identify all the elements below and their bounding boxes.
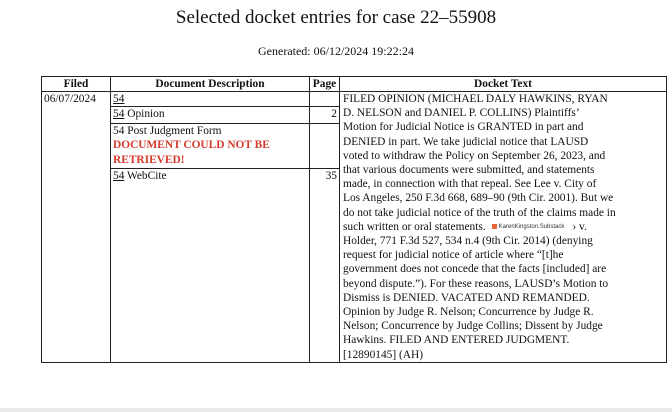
docket-line: [343, 220, 663, 234]
table-header-row: [42, 77, 667, 92]
docket-line-text: such written or oral statements.: [343, 220, 486, 233]
docket-line: DENIED in part. We take judicial notice that LAUSD: [343, 135, 589, 148]
docket-line: beyond dispute.”). For these reasons, LAUSD’s Motion to: [343, 277, 609, 290]
column-header-docket-text: Docket Text: [340, 77, 667, 92]
page-count: 35: [310, 169, 340, 363]
table-row: [42, 92, 667, 107]
docket-line: Holder, 771 F.3d 527, 534 n.4 (9th Cir. 2014) (denying: [343, 235, 593, 248]
docket-line-text: › v.: [572, 220, 587, 233]
docket-line: Los Angeles, 250 F.3d 668, 689–90 (9th Cir. 2001). But we: [343, 192, 614, 205]
docket-line: Motion for Judicial Notice is GRANTED in part and: [343, 121, 584, 134]
filed-date-text: 06/07/2024: [44, 93, 96, 105]
docket-line: Dismiss is DENIED. VACATED AND REMANDED.: [343, 291, 590, 304]
substack-icon: [492, 224, 497, 229]
docket-line: voted to withdraw the Policy on September 26, 2023, and: [343, 149, 606, 162]
docket-line: FILED OPINION (MICHAEL DALY HAWKINS, RYAN: [343, 93, 608, 105]
page-count: [310, 92, 340, 107]
document-link[interactable]: 54: [113, 108, 125, 121]
retrieval-error-message: DOCUMENT COULD NOT BE RETRIEVED!: [113, 139, 270, 166]
page-title: Selected docket entries for case 22–55908: [175, 7, 497, 28]
docket-table: [41, 76, 667, 363]
docket-line: Hawkins. FILED AND ENTERED JUDGMENT.: [343, 334, 570, 347]
watermark-logo: [492, 223, 565, 231]
document-link[interactable]: 54: [113, 170, 125, 183]
column-header-page: Page: [310, 77, 340, 92]
page-count: [310, 124, 340, 169]
docket-line: do not take judicial notice of the truth of the claims made in: [343, 206, 616, 219]
docket-line: government does not concede that the facts [included] are: [343, 263, 607, 276]
document-description: [111, 169, 310, 363]
column-header-filed: Filed: [42, 77, 111, 92]
docket-text: [340, 92, 667, 363]
watermark-text: KarenKingston.Substack: [498, 224, 565, 231]
document-label: Opinion: [124, 108, 165, 121]
docket-line: D. NELSON and DANIEL P. COLLINS) Plaintiffs’: [343, 107, 580, 120]
docket-line: made, in connection with that repeal. See Lee v. City of: [343, 178, 597, 191]
docket-line: request for judicial notice of article where “[t]he: [343, 249, 564, 262]
column-header-description: Document Description: [111, 77, 310, 92]
docket-line: that various documents were submitted, and statements: [343, 164, 595, 177]
document-description: [111, 92, 310, 107]
docket-line: Opinion by Judge R. Nelson; Concurrence by Judge R.: [343, 306, 594, 319]
document-description: [111, 107, 310, 124]
document-link[interactable]: 54: [113, 93, 125, 105]
filed-date: [42, 92, 111, 363]
document-label: 54 Post Judgment Form: [113, 125, 222, 138]
document-description: [111, 124, 310, 169]
generated-timestamp: Generated: 06/12/2024 19:22:24: [258, 44, 414, 58]
page-count: 2: [310, 107, 340, 124]
docket-line: Nelson; Concurrence by Judge Collins; Dissent by Judge: [343, 320, 603, 333]
bottom-divider: [0, 408, 672, 412]
docket-line: [12890145] (AH): [343, 348, 424, 361]
document-label: WebCite: [124, 170, 167, 183]
